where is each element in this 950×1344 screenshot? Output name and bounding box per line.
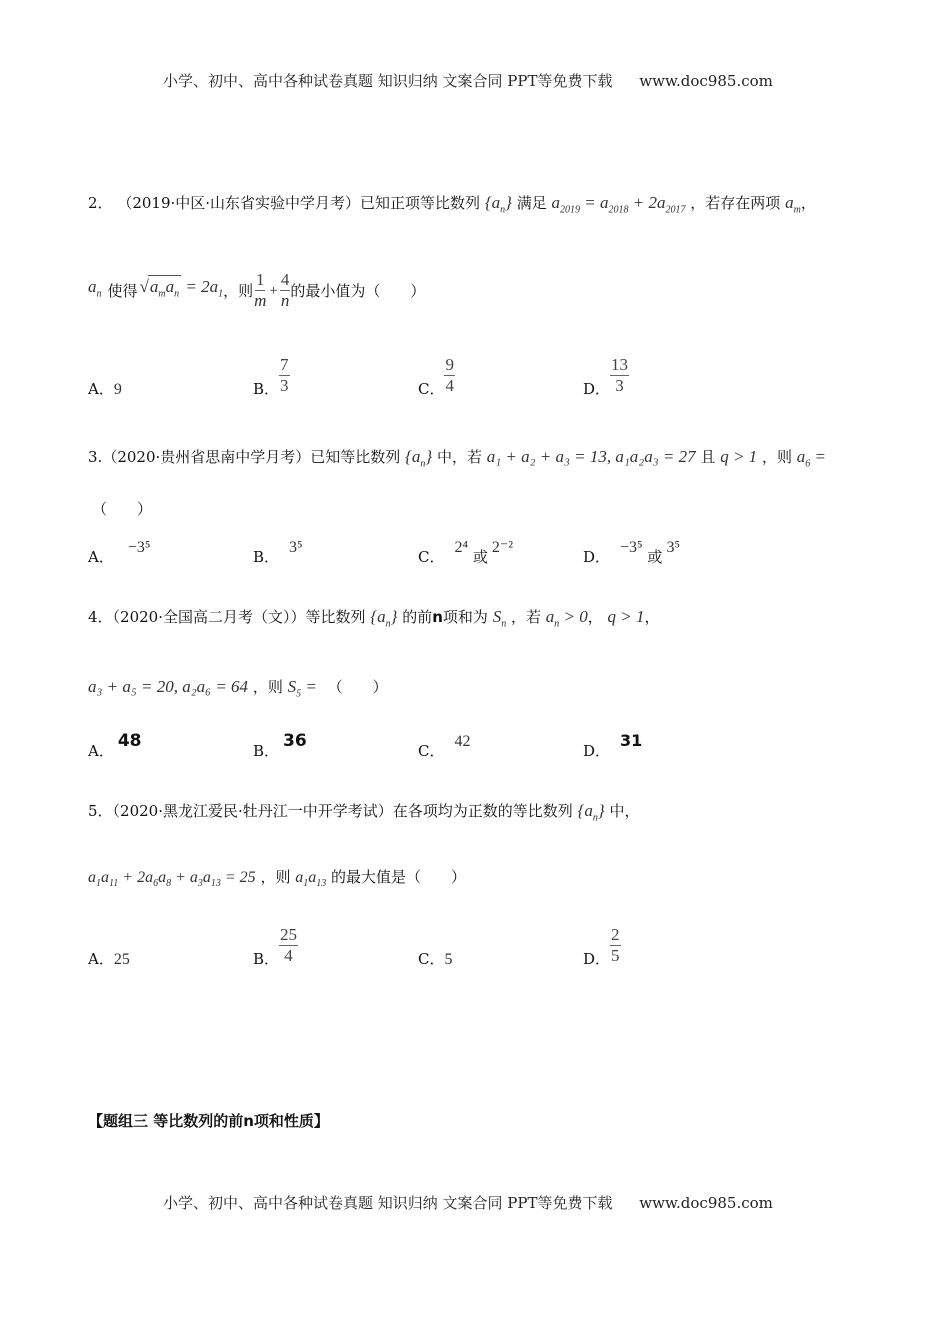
text-fragment: 的最小值为（ ） <box>290 281 426 300</box>
math-a1a13: $a_1a_{13}$ <box>295 869 327 890</box>
math-an: $a_n$ <box>88 276 102 300</box>
math-sqrt-condition: $√a_ma_n = 2a_1$ <box>140 275 224 305</box>
math-q-gt-1: q > 1 <box>720 447 758 466</box>
question-number: 5． <box>88 802 113 820</box>
question-stem: （2020·全国高二月考（文））等比数列 <box>112 608 366 626</box>
q2-option-d[interactable]: D． $\frac{13}{3}$ <box>583 355 629 398</box>
q5-option-b[interactable]: B． $\frac{25}{4}$ <box>253 925 298 968</box>
q4-option-c[interactable]: C．42 <box>418 733 471 760</box>
question-5-line-1 <box>88 800 639 829</box>
question-number: 2． <box>88 194 113 212</box>
q3-option-b[interactable]: B．3⁵ <box>253 539 303 566</box>
q4-option-a[interactable]: A． 48 <box>88 731 142 760</box>
header-url: www.doc985.com <box>639 72 773 90</box>
question-2-line-1: 2． （2019·中区·山东省实验中学月考）已知正项等比数列 $\{a_n\}$ 满足 $a_{2019} = a_{2018} + 2a_{2017}$ ，若存在两项 $a_m$， <box>88 193 816 216</box>
text-fragment: 满足 <box>516 194 547 212</box>
question-number: 4． <box>88 608 113 626</box>
text-fragment: 的前 <box>402 608 433 626</box>
math-condition: $a_1a_{11} + 2a_6a_8 + a_3a_{13} = 25$ <box>88 869 256 890</box>
text-fragment: ，则 <box>252 678 283 696</box>
question-stem: （2019·中区·山东省实验中学月考）已知正项等比数列 <box>117 194 481 212</box>
text-fragment: ， <box>587 608 603 626</box>
text-fragment: 项和为 <box>442 608 488 626</box>
footer-text: 小学、初中、高中各种试卷真题 知识归纳 文案合同 PPT等免费下载 <box>163 1194 613 1212</box>
text-fragment: ，则 <box>223 281 254 300</box>
q5-option-a[interactable]: A．25 <box>88 950 130 968</box>
math-seq-an: $\{a_n\}$ <box>370 607 398 630</box>
q4-option-d[interactable]: D．31 <box>583 731 643 760</box>
text-fragment: ，则 <box>260 868 291 886</box>
math-recurrence: $a_{2019} = a_{2018} + 2a_{2017}$ <box>551 193 686 216</box>
text-fragment: （ ） <box>327 678 388 696</box>
text-fragment: 中， <box>609 802 640 820</box>
page-header <box>163 70 773 91</box>
text-fragment: n <box>432 608 443 626</box>
math-am: $a_m$ <box>785 193 801 216</box>
q3-option-c[interactable]: C．2⁴ 或2⁻² <box>418 539 514 566</box>
footer-url: www.doc985.com <box>639 1194 773 1212</box>
question-4-line-1 <box>88 606 660 635</box>
math-an-gt-0: $a_n > 0$ <box>545 607 588 630</box>
math-q-gt-1: q > 1 <box>607 607 645 626</box>
question-5-line-2 <box>88 866 466 895</box>
text-fragment: 的最大值是（ ） <box>331 868 467 886</box>
q5-option-d[interactable]: D． $\frac{2}{5}$ <box>583 925 620 968</box>
text-fragment: 中，若 <box>436 448 482 466</box>
text-fragment: 使得 <box>107 281 138 300</box>
math-sum-product: a₁ + a₂ + a₃ = 13, a₁a₂a₃ = 27 <box>486 447 696 466</box>
q2-option-a[interactable]: A．9 <box>88 380 122 398</box>
math-seq-an: $\{a_n\}$ <box>577 801 605 824</box>
section-title: 【题组三 等比数列的前n项和性质】 <box>88 1112 329 1130</box>
header-text: 小学、初中、高中各种试卷真题 知识归纳 文案合同 PPT等免费下载 <box>163 72 613 90</box>
text-fragment: ，若 <box>510 608 541 626</box>
math-sn: $S_n$ <box>492 607 507 630</box>
math-condition: a₃ + a₅ = 20, a₂a₆ = 64 <box>88 677 249 696</box>
math-a6: $a_6$ = <box>796 447 826 470</box>
math-seq-an: $\{a_n\}$ <box>484 193 512 216</box>
math-seq-an: $\{a_n\}$ <box>405 447 433 470</box>
q4-option-b[interactable]: B． 36 <box>253 731 307 760</box>
text-fragment: ，若存在两项 <box>690 194 781 212</box>
page-footer <box>163 1192 773 1213</box>
q2-option-b[interactable]: B． $\frac{7}{3}$ <box>253 355 289 398</box>
question-number: 3. <box>88 448 103 466</box>
math-s5: $S_5$ = <box>287 677 317 700</box>
text-fragment: ， <box>644 608 660 626</box>
q5-option-c[interactable]: C．5 <box>418 950 453 968</box>
q2-option-c[interactable]: C． $\frac{9}{4}$ <box>418 355 454 398</box>
math-fraction-4-over-n: $\frac{4}{n}$ <box>280 270 290 310</box>
text-fragment: 且 <box>700 448 716 466</box>
q3-option-a[interactable]: A．−3⁵ <box>88 539 151 566</box>
text-fragment: ，则 <box>761 448 792 466</box>
question-stem: （2020·黑龙江爱民·牡丹江一中开学考试）在各项均为正数的等比数列 <box>112 802 573 820</box>
question-3-line-1 <box>88 446 826 475</box>
math-fraction-1-over-m: $\frac{1}{m}$ <box>254 270 267 310</box>
question-2-line-2: $a_n$ 使得 $√a_ma_n = 2a_1$ ，则 $\frac{1}{m}$ + $\frac{4}{n}$ 的最小值为（ ） <box>88 270 426 310</box>
question-stem: （2020·贵州省思南中学月考）已知等比数列 <box>102 448 401 466</box>
question-4-line-2 <box>88 676 388 705</box>
q3-option-d[interactable]: D．−3⁵ 或3⁵ <box>583 539 681 566</box>
question-3-paren: （ ） <box>92 500 153 518</box>
